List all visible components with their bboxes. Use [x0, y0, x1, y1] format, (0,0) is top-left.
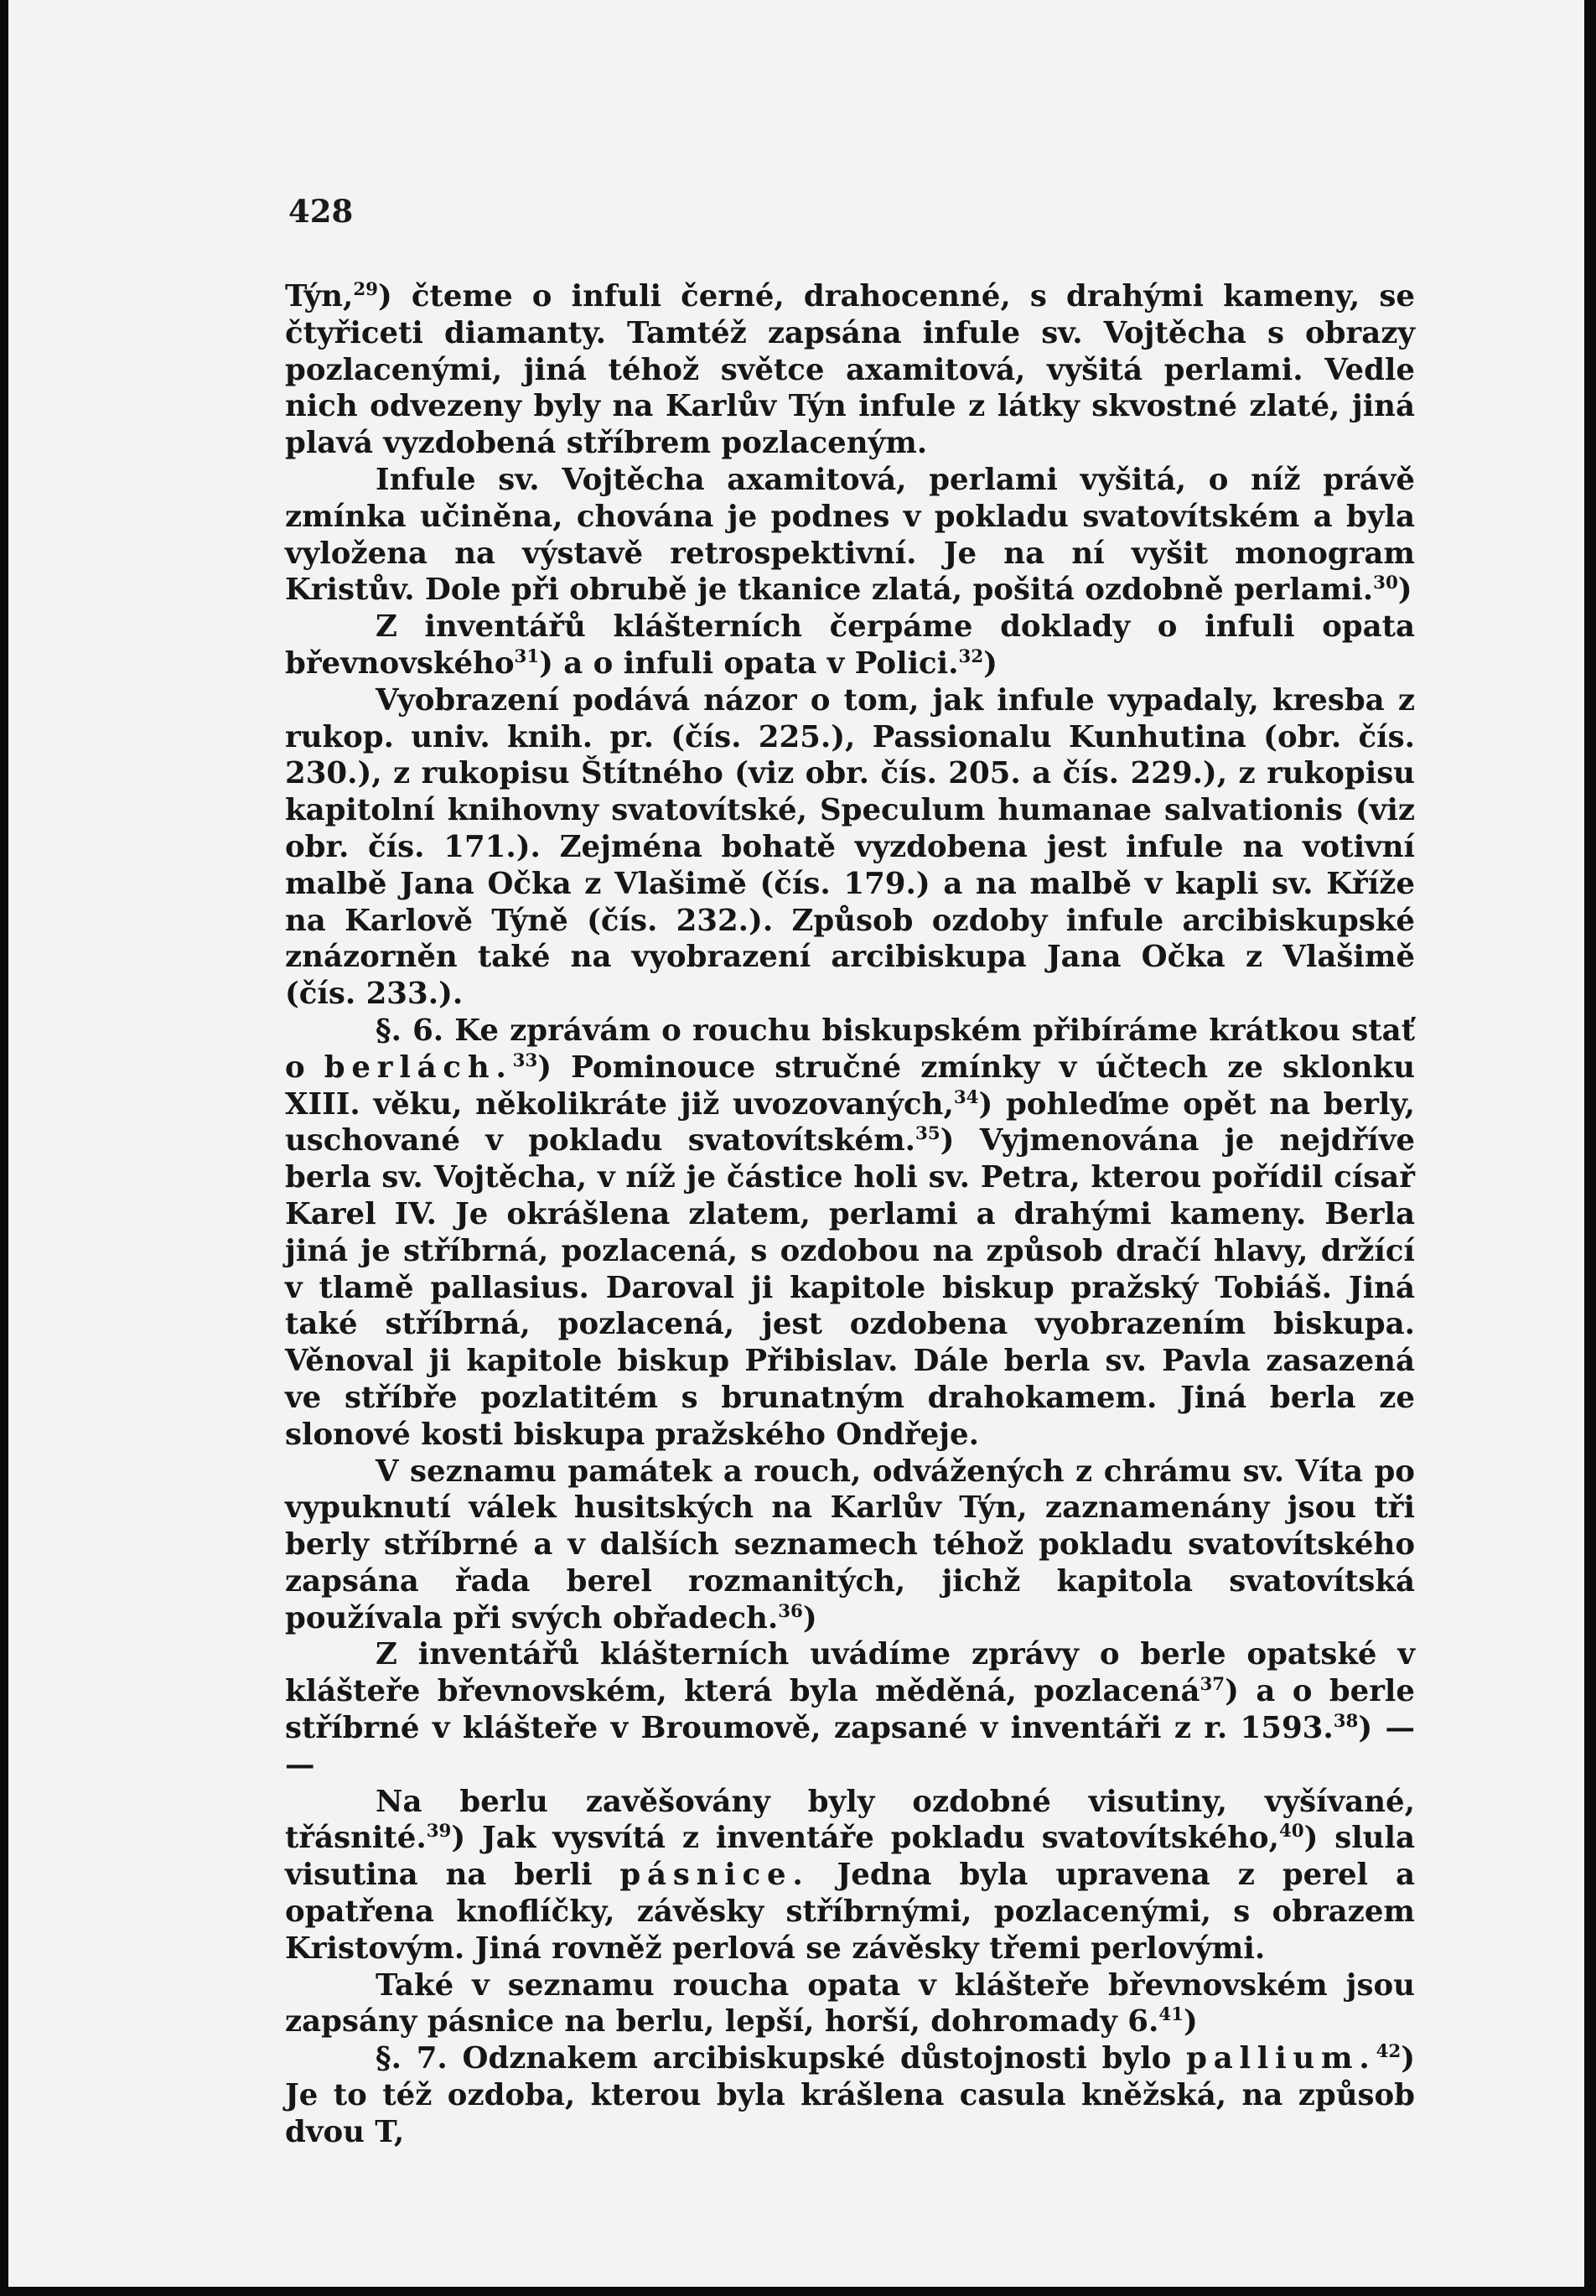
footnote-ref: 35	[915, 1123, 940, 1145]
text-run: Také v seznamu roucha opata v klášteře břevnovském jsou zapsány pásnice na berlu, lepší, horší, dohromady 6.	[285, 1967, 1415, 2039]
text-run: )	[983, 645, 998, 681]
paragraph	[285, 682, 1415, 1013]
footnote-ref: 41	[1158, 2004, 1184, 2026]
text-run: )	[802, 1600, 817, 1635]
footnote-ref: 33	[512, 1050, 538, 1071]
text-run: §. 7. Odznakem arcibiskupské důstojnosti bylo	[376, 2041, 1187, 2076]
footnote-ref: 38	[1333, 1711, 1359, 1733]
text-run: ) slula visutina na berli	[285, 1821, 1415, 1893]
text-run: Vyobrazení podává názor o tom, jak infule vypadaly, kresba z rukop. univ. knih. pr. (čís. 225.), Passionalu Kunhutina (obr. čís. 230.), z rukopisu Štítného (viz obr. čís. 205. a čís. 229.), z rukopisu kapitolní knihovny svatovítské, Speculum humanae salvationis (viz obr. čís. 171.). Zejména bohatě vyzdobena jest infule na votivní malbě Jana Očka z Vlašimě (čís. 179.) a na malbě v kapli sv. Kříže na Karlově Týně (čís. 232.). Způsob ozdoby infule arcibiskupské znázorněn také na vyobrazení arcibiskupa Jana Očka z Vlašimě (čís. 233.).	[285, 682, 1415, 1012]
text-body	[285, 278, 1415, 2151]
paragraph	[285, 609, 1415, 682]
footnote-ref: 30	[1373, 573, 1398, 594]
paragraph	[285, 1013, 1415, 1454]
footnote-ref: 37	[1200, 1674, 1226, 1696]
footnote-ref: 40	[1278, 1821, 1304, 1843]
paragraph	[285, 1784, 1415, 1967]
spaced-term: pallium.	[1186, 2041, 1376, 2076]
paragraph	[285, 278, 1415, 462]
footnote-ref: 34	[953, 1086, 979, 1108]
text-run: Z inventářů klášterních čerpáme doklady o infuli opata břevnovského	[285, 609, 1415, 681]
book-page	[8, 0, 1584, 2287]
spaced-term: pásnice.	[619, 1858, 810, 1893]
text-run: Z inventářů klášterních uvádíme zprávy o berle opatské v klášteře břevnovském, která byla měděná, pozlacená	[285, 1637, 1415, 1709]
footnote-ref: 31	[514, 646, 540, 668]
paragraph	[285, 1967, 1415, 2041]
text-run: )	[1183, 2004, 1198, 2039]
text-run: ) Vyjmenována je nejdříve berla sv. Vojtěcha, v níž je částice holi sv. Petra, kterou pořídil císař Karel IV. Je okrášlena zlatem, perlami a drahými kameny. Berla jiná je stříbrná, pozlacená, s ozdobou na způsob dračí hlavy, držící v tlamě pallasius. Daroval ji kapitole biskup pražský Tobiáš. Jiná také stříbrná, pozlacená, jest ozdobena vyobrazením biskupa. Věnoval ji kapitole biskup Přibislav. Dále berla sv. Pavla zasazená ve stříbře pozlatitém s brunatným drahokamem. Jiná berla ze slonové kosti biskupa pražského Ondřeje.	[285, 1123, 1415, 1452]
page-number: 428	[288, 193, 354, 230]
footnote-ref: 39	[426, 1821, 452, 1843]
text-run: ) — —	[285, 1711, 1415, 1782]
text-run: Týn,	[285, 279, 354, 314]
paragraph	[285, 1454, 1415, 1637]
footnote-ref: 36	[778, 1600, 803, 1622]
text-run: ) čteme o infuli černé, drahocenné, s drahými kameny, se čtyřiceti diamanty. Tamtéž zapsána infule sv. Vojtěcha s obrazy pozlacenými, jiná téhož světce axamitová, vyšitá perlami. Vedle nich odvezeny byly na Karlův Týn infule z látky skvostné zlaté, jiná plavá vyzdobená stříbrem pozlaceným.	[285, 279, 1415, 461]
text-run: ) a o berle stříbrné v klášteře v Broumově, zapsané v inventáři z r. 1593.	[285, 1674, 1415, 1746]
footnote-ref: 29	[353, 279, 378, 301]
text-run: )	[1397, 573, 1412, 608]
paragraph	[285, 462, 1415, 609]
paragraph	[285, 2040, 1415, 2150]
footnote-ref: 32	[958, 646, 984, 668]
text-run: ) Je to též ozdoba, kterou byla krášlena casula kněžská, na způsob dvou T,	[285, 2041, 1415, 2149]
spaced-term: berlách.	[324, 1050, 513, 1085]
text-run: ) Jak vysvítá z inventáře pokladu svatovítského,	[451, 1821, 1279, 1856]
footnote-ref: 42	[1376, 2041, 1402, 2063]
paragraph	[285, 1636, 1415, 1783]
text-run: V seznamu památek a rouch, odvážených z chrámu sv. Víta po vypuknutí válek husitských na Karlův Týn, zaznamenány jsou tři berly stříbrné a v dalších seznamech téhož pokladu svatovítského zapsána řada berel rozmanitých, jichž kapitola svatovítská používala při svých obřadech.	[285, 1454, 1415, 1635]
text-run: Na berlu zavěšovány byly ozdobné visutiny, vyšívané, třásnité.	[285, 1784, 1415, 1856]
text-run: ) a o infuli opata v Polici.	[539, 645, 959, 681]
text-run: ) Pominouce stručné zmínky v účtech ze sklonku XIII. věku, několikráte již uvozovaných,	[285, 1050, 1416, 1122]
text-run: Infule sv. Vojtěcha axamitová, perlami vyšitá, o níž právě zmínka učiněna, chována je podnes v pokladu svatovítském a byla vyložena na výstavě retrospektivní. Je na ní vyšit monogram Kristův. Dole při obrubě je tkanice zlatá, pošitá ozdobně perlami.	[285, 462, 1415, 608]
text-run: §. 6. Ke zprávám o rouchu biskupském přibíráme krátkou stať o	[285, 1013, 1415, 1085]
text-run: Jedna byla upravena z perel a opatřena knoflíčky, závěsky stříbrnými, pozlacenými, s obrazem Kristovým. Jiná rovněž perlová se závěsky třemi perlovými.	[285, 1858, 1415, 1966]
text-run: ) pohleďme opět na berly, uschované v pokladu svatovítském.	[285, 1086, 1415, 1158]
